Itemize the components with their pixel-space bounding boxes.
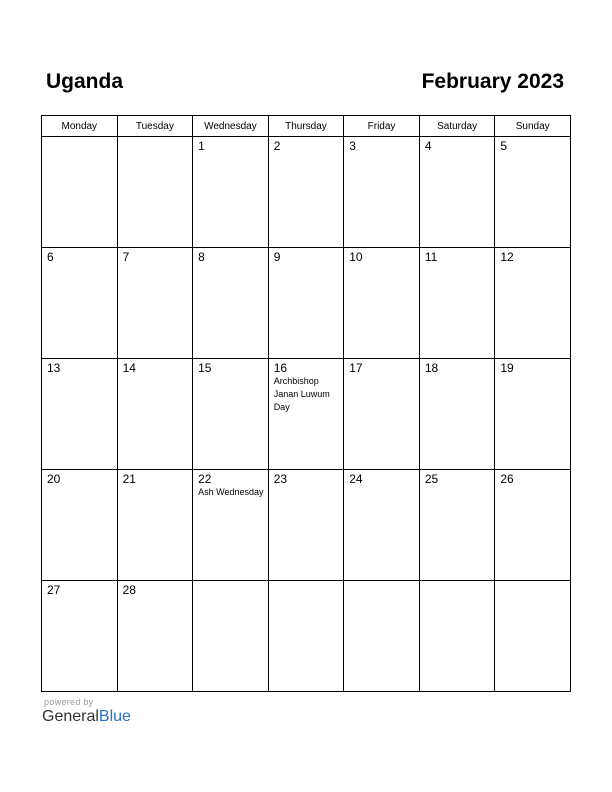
day-number: 17 [349,361,363,375]
day-cell [344,581,420,692]
day-cell [495,470,571,581]
day-number: 8 [198,250,205,264]
day-number: 21 [122,472,136,486]
day-cell [117,470,193,581]
day-number: 14 [122,361,136,375]
day-number: 26 [500,472,514,486]
day-cell [344,137,420,248]
day-cell [117,581,193,692]
country-title: Uganda [46,70,124,93]
day-number: 6 [47,250,54,264]
weekday-header: Tuesday [117,116,193,137]
day-cell [193,581,269,692]
generalblue-logo [42,708,131,726]
weekday-header: Sunday [495,116,571,137]
day-cell [268,470,344,581]
day-number: 7 [122,250,130,264]
logo-text-blue: Blue [98,708,131,725]
day-cell [419,137,495,248]
day-number: 18 [424,361,439,375]
holiday-label: Archbishop Janan Luwum Day [273,376,330,412]
calendar-body [42,137,571,692]
day-cell [268,248,344,359]
day-cell [495,581,571,692]
day-cell [344,359,420,470]
day-number [193,581,268,583]
day-number: 15 [198,361,212,375]
day-cell [268,359,344,470]
day-number: 28 [122,583,136,597]
weekday-header: Monday [42,116,118,137]
weekday-header-row [42,116,571,137]
week-row [42,359,571,470]
day-cell [117,137,193,248]
weekday-header: Wednesday [193,116,269,137]
day-cell [495,359,571,470]
day-number [495,581,570,583]
day-cell [344,248,420,359]
day-number [42,137,117,139]
day-number: 2 [273,139,281,153]
day-cell [42,470,118,581]
day-number [344,581,419,583]
day-cell [419,470,495,581]
day-cell [419,248,495,359]
week-row [42,137,571,248]
day-number: 10 [349,250,363,264]
day-cell [495,248,571,359]
week-row [42,581,571,692]
day-cell [42,137,118,248]
day-cell [42,359,118,470]
day-number [269,581,344,583]
day-number: 13 [47,361,61,375]
day-cell [344,470,420,581]
day-number: 25 [424,472,439,486]
day-number: 11 [424,250,438,264]
day-number: 19 [500,361,514,375]
day-number [118,137,193,139]
day-cell [193,359,269,470]
day-number [420,581,495,583]
day-number: 9 [273,250,281,264]
weekday-header: Friday [344,116,420,137]
day-number: 23 [273,472,288,486]
weekday-header: Saturday [419,116,495,137]
day-number: 24 [349,472,363,486]
logo-text-general: General [42,708,99,725]
day-cell [419,359,495,470]
weekday-header: Thursday [268,116,344,137]
day-number: 5 [500,139,508,153]
day-cell [42,581,118,692]
day-number: 3 [349,139,356,153]
day-cell [42,248,118,359]
day-cell [193,248,269,359]
day-cell [495,137,571,248]
day-number: 27 [47,583,61,597]
day-cell [117,359,193,470]
day-number: 20 [47,472,61,486]
holiday-label: Ash Wednesday [198,487,264,497]
day-number: 12 [500,250,514,264]
day-number: 1 [198,139,205,153]
day-cell [193,470,269,581]
day-cell [193,137,269,248]
day-number: 16 [273,361,288,375]
day-number: 4 [424,139,432,153]
month-year-title: February 2023 [421,70,564,93]
day-cell [268,581,344,692]
day-cell [117,248,193,359]
day-cell [268,137,344,248]
calendar-grid [41,115,571,692]
week-row [42,248,571,359]
day-cell [419,581,495,692]
day-number: 22 [198,472,212,486]
powered-by-label: powered by [44,697,94,707]
week-row [42,470,571,581]
